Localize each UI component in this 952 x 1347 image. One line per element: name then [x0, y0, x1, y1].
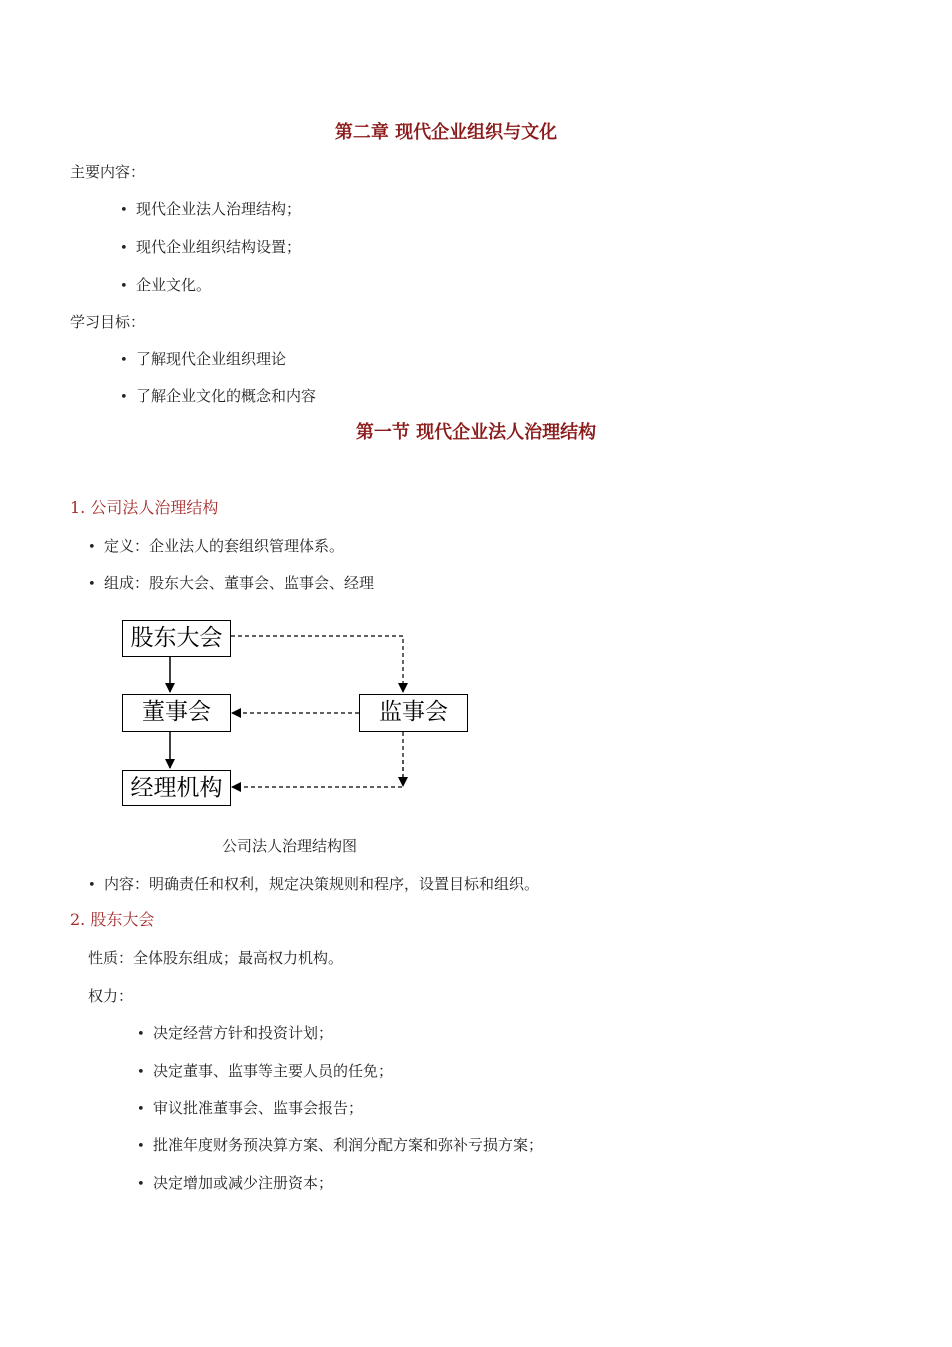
- section-title: 第一节 现代企业法人治理结构: [355, 422, 597, 443]
- sub2-power-label: 权力：: [88, 987, 134, 1005]
- sub1-content-item: • 内容：明确责任和权利，规定决策规则和程序，设置目标和组织。: [88, 874, 539, 896]
- main-content-label: 主要内容：: [70, 163, 146, 181]
- arrow-supervisors-to-managers: [232, 732, 403, 787]
- diagram-caption: 公司法人治理结构图: [222, 837, 358, 855]
- arrow-shareholders-to-supervisors: [231, 636, 403, 692]
- sub2-heading: 2. 股东大会: [70, 910, 155, 929]
- chapter-title: 第二章 现代企业组织与文化: [334, 122, 558, 143]
- box-management: 经理机构: [122, 770, 231, 806]
- box-supervisory-board: 监事会: [359, 694, 468, 732]
- power-item: • 决定增加或减少注册资本；: [137, 1173, 333, 1195]
- learning-goals-label: 学习目标：: [70, 313, 146, 331]
- sub1-heading: 1. 公司法人治理结构: [70, 498, 219, 517]
- learning-goal-item: • 了解企业文化的概念和内容: [120, 386, 316, 408]
- main-content-item: • 企业文化。: [120, 275, 211, 297]
- box-shareholders-meeting: 股东大会: [122, 620, 231, 657]
- main-content-item: • 现代企业组织结构设置；: [120, 237, 301, 259]
- sub2-nature: 性质：全体股东组成；最高权力机构。: [88, 949, 344, 967]
- sub1-item: • 定义：企业法人的套组织管理体系。: [88, 536, 344, 558]
- power-item: • 批准年度财务预决算方案、利润分配方案和弥补亏损方案；: [137, 1135, 543, 1157]
- learning-goal-item: • 了解现代企业组织理论: [120, 349, 286, 371]
- main-content-item: • 现代企业法人治理结构；: [120, 199, 301, 221]
- sub1-item: • 组成：股东大会、董事会、监事会、经理: [88, 573, 374, 595]
- power-item: • 审议批准董事会、监事会报告；: [137, 1098, 363, 1120]
- power-item: • 决定经营方针和投资计划；: [137, 1023, 333, 1045]
- box-board-of-directors: 董事会: [122, 694, 231, 732]
- power-item: • 决定董事、监事等主要人员的任免；: [137, 1061, 393, 1083]
